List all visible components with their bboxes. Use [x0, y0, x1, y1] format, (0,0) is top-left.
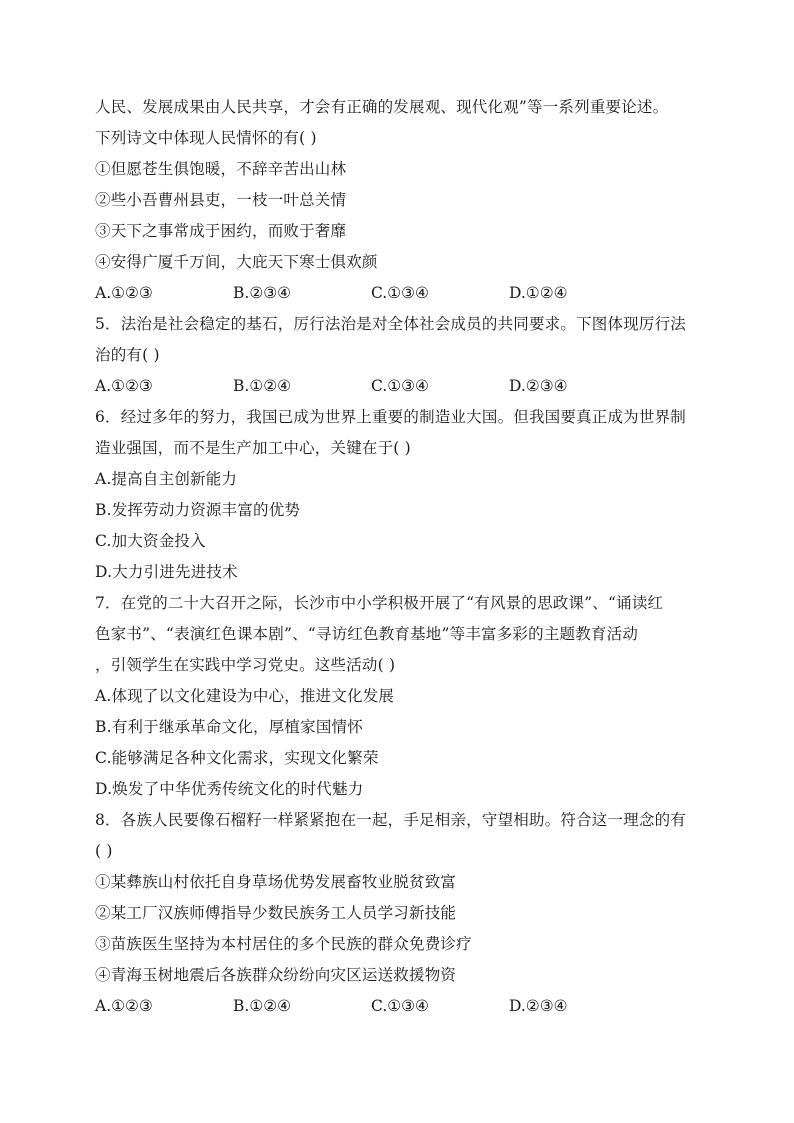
q4-option-a: A.①②③ — [95, 284, 153, 302]
q8-item: ④青海玉树地震后各族群众纷纷向灾区运送救援物资 — [95, 966, 457, 984]
q7-stem: 色家书”、“表演红色课本剧”、“寻访红色教育基地”等丰富多彩的主题教育活动 — [95, 625, 639, 643]
q4-stem-continued: 人民、发展成果由人民共享，才会有正确的发展观、现代化观”等一系列重要论述。 — [95, 98, 669, 116]
q6-choice-d: D.大力引进先进技术 — [95, 563, 238, 581]
q7-choice-d: D.焕发了中华优秀传统文化的时代魅力 — [95, 780, 364, 798]
q8-stem: ( ) — [95, 842, 113, 860]
q6-stem: 6．经过多年的努力，我国已成为世界上重要的制造业大国。但我国要真正成为世界制 — [95, 408, 686, 426]
q6-choice-a: A.提高自主创新能力 — [95, 470, 238, 488]
q5-option-c: C.①③④ — [371, 377, 429, 395]
q8-stem: 8．各族人民要像石榴籽一样紧紧抱在一起，手足相亲，守望相助。符合这一理念的有 — [95, 811, 686, 829]
q4-options — [95, 278, 715, 309]
q4-option-d: D.①②④ — [509, 284, 568, 302]
q7-stem: 7．在党的二十大召开之际，长沙市中小学积极开展了“有风景的思政课”、“诵读红 — [95, 594, 664, 612]
q8-option-d: D.②③④ — [509, 997, 568, 1015]
q4-item: ①但愿苍生俱饱暖，不辞辛苦出山林 — [95, 160, 347, 178]
q7-choice-a: A.体现了以文化建设为中心，推进文化发展 — [95, 687, 395, 705]
q8-options — [95, 991, 715, 1022]
q5-stem: 5．法治是社会稳定的基石，厉行法治是对全体社会成员的共同要求。下图体现厉行法 — [95, 315, 686, 333]
q5-option-d: D.②③④ — [509, 377, 568, 395]
q5-options — [95, 371, 715, 402]
q5-option-a: A.①②③ — [95, 377, 153, 395]
q6-choice-c: C.加大资金投入 — [95, 532, 206, 550]
q4-item: ②些小吾曹州县吏，一枝一叶总关情 — [95, 191, 347, 209]
q8-item: ①某彝族山村依托自身草场优势发展畜牧业脱贫致富 — [95, 873, 457, 891]
q6-choice-b: B.发挥劳动力资源丰富的优势 — [95, 501, 301, 519]
q4-prompt: 下列诗文中体现人民情怀的有( ) — [95, 129, 317, 147]
q8-option-b: B.①②④ — [233, 997, 292, 1015]
q5-stem: 治的有( ) — [95, 346, 160, 364]
q4-option-b: B.②③④ — [233, 284, 292, 302]
exam-page — [95, 92, 715, 1022]
q8-item: ③苗族医生坚持为本村居住的多个民族的群众免费诊疗 — [95, 935, 472, 953]
q7-choice-b: B.有利于继承革命文化，厚植家国情怀 — [95, 718, 363, 736]
q8-option-c: C.①③④ — [371, 997, 429, 1015]
q8-option-a: A.①②③ — [95, 997, 153, 1015]
q7-choice-c: C.能够满足各种文化需求，实现文化繁荣 — [95, 749, 379, 767]
q4-option-c: C.①③④ — [371, 284, 429, 302]
q4-item: ③天下之事常成于困约，而败于奢靡 — [95, 222, 347, 240]
q4-item: ④安得广厦千万间，大庇天下寒士俱欢颜 — [95, 253, 378, 271]
q6-stem: 造业强国，而不是生产加工中心，关键在于( ) — [95, 439, 411, 457]
q8-item: ②某工厂汉族师傅指导少数民族务工人员学习新技能 — [95, 904, 457, 922]
q7-stem: ，引领学生在实践中学习党史。这些活动( ) — [95, 656, 396, 674]
q5-option-b: B.①②④ — [233, 377, 292, 395]
